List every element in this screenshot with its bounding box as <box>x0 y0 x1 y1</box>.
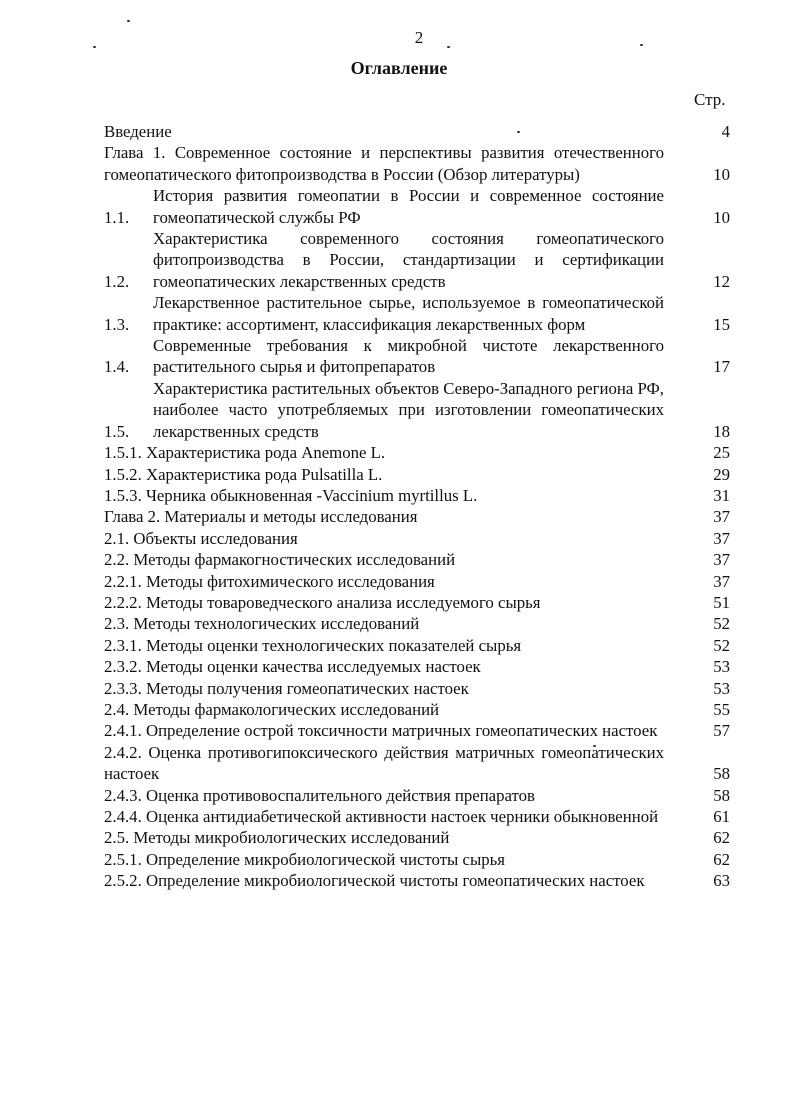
toc-entry-page: 53 <box>713 678 730 698</box>
toc-entry <box>104 549 730 570</box>
toc-entry-page: 62 <box>713 828 730 848</box>
toc-entry-title: Лекарственное растительное сырье, используемое в гомеопатической практике: ассортимент, классификация лекарственных форм <box>153 293 664 334</box>
toc-entry-number: 1.2. <box>104 271 130 291</box>
toc-entry-title: 2.3. Методы технологических исследований <box>104 614 420 634</box>
toc-entry-number: 1.3. <box>104 314 130 334</box>
toc-entry-page: 51 <box>713 592 730 612</box>
toc-entry-page: 37 <box>713 550 730 570</box>
toc-entry-title: Характеристика растительных объектов Северо-Западного региона РФ, наиболее часто употребляемых при изготовлении гомеопатических лекарственных средств <box>153 378 664 441</box>
toc-entry-page: 55 <box>713 699 730 719</box>
toc-entry-title: 2.1. Объекты исследования <box>104 528 298 548</box>
toc-entry <box>104 335 730 378</box>
toc-entry <box>104 464 730 485</box>
toc-entry-title: 2.3.1. Методы оценки технологических показателей сырья <box>104 635 522 655</box>
toc-entry <box>104 592 730 613</box>
toc-entry-title: 2.4. Методы фармакологических исследований <box>104 699 440 719</box>
toc-entry <box>104 699 730 720</box>
toc-entry <box>104 442 730 463</box>
toc-entry-title: 2.2. Методы фармакогностических исследований <box>104 550 456 570</box>
toc-entry <box>104 506 730 527</box>
toc-entry-title: 2.5. Методы микробиологических исследований <box>104 828 450 848</box>
toc-entry-title: 2.2.1. Методы фитохимического исследования <box>104 571 435 591</box>
toc-entry-page: 58 <box>713 785 730 805</box>
toc-entry-title: Современные требования к микробной чистоте лекарственного растительного сырья и фитопрепаратов <box>153 336 664 377</box>
toc-entry-page: 61 <box>713 807 730 826</box>
toc-entry-page: 37 <box>713 507 730 527</box>
toc-entry-page: 57 <box>713 721 730 741</box>
toc-entry-title: История развития гомеопатии в России и современное состояние гомеопатической службы РФ <box>153 186 664 227</box>
toc-entry-page: 4 <box>721 122 730 141</box>
toc-entry-title: 2.4.1. Определение острой токсичности матричных гомеопатических настоек <box>104 721 658 741</box>
toc-entry-page: 25 <box>713 443 730 463</box>
toc-entry-title: 2.3.3. Методы получения гомеопатических настоек <box>104 678 469 698</box>
toc-entry <box>104 849 730 870</box>
toc-entry-page: 31 <box>713 485 730 505</box>
toc-entry-title: Глава 2. Материалы и методы исследования <box>104 507 418 527</box>
toc-entry-page: 12 <box>713 271 730 291</box>
page-number: 2 <box>414 28 424 47</box>
toc-entry-title: 2.5.2. Определение микробиологической чистоты гомеопатических настоек <box>104 871 645 891</box>
table-of-contents <box>104 121 730 892</box>
toc-entry <box>104 228 730 292</box>
toc-entry <box>104 656 730 677</box>
toc-entry-page: 18 <box>713 421 730 441</box>
toc-entry <box>104 678 730 699</box>
toc-entry-page: 10 <box>713 207 730 227</box>
toc-entry-page: 37 <box>713 571 730 591</box>
toc-entry <box>104 571 730 592</box>
toc-entry-title: 2.4.3. Оценка противовоспалительного действия препаратов <box>104 785 535 805</box>
toc-entry-page: 37 <box>713 528 730 548</box>
toc-entry <box>104 635 730 656</box>
toc-entry-title: 2.2.2. Методы товароведческого анализа исследуемого сырья <box>104 592 541 612</box>
toc-entry-title: 2.4.2. Оценка противогипоксического действия матричных гомеопатических настоек <box>104 742 664 784</box>
toc-entry-page: 10 <box>713 164 730 184</box>
toc-entry-page: 15 <box>713 314 730 334</box>
toc-entry-title: 2.4.4. Оценка антидиабетической активности настоек черники обыкновенной <box>104 807 659 826</box>
toc-entry <box>104 870 730 891</box>
toc-entry-title: 2.3.2. Методы оценки качества исследуемых настоек <box>104 657 481 677</box>
toc-entry-page: 52 <box>713 635 730 655</box>
toc-entry-number: 1.4. <box>104 357 130 377</box>
toc-entry-page: 58 <box>713 764 730 784</box>
toc-entry-number: 1.1. <box>104 207 130 227</box>
toc-entry <box>104 785 730 806</box>
toc-entry <box>104 121 730 142</box>
toc-entry <box>104 742 730 785</box>
toc-entry-page: 53 <box>713 657 730 677</box>
toc-entry <box>104 613 730 634</box>
toc-entry-title: Глава 1. Современное состояние и перспективы развития отечественного гомеопатического фитопроизводства в России (Обзор литературы) <box>104 143 664 184</box>
toc-entry <box>104 378 730 442</box>
toc-entry <box>104 528 730 549</box>
toc-entry-title: 1.5.3. Черника обыкновенная -Vaccinium myrtillus L. <box>104 485 478 505</box>
page-title: Оглавление <box>350 58 448 78</box>
page-column-header: Стр. <box>694 90 726 109</box>
toc-entry-page: 17 <box>713 357 730 377</box>
toc-entry <box>104 827 730 848</box>
toc-entry-title: Введение <box>104 122 172 141</box>
toc-entry <box>104 485 730 506</box>
toc-entry <box>104 292 730 335</box>
toc-entry-title: 2.5.1. Определение микробиологической чистоты сырья <box>104 849 505 869</box>
toc-entry-title: 1.5.1. Характеристика рода Anemone L. <box>104 443 386 463</box>
toc-entry-page: 29 <box>713 464 730 484</box>
toc-entry-number: 1.5. <box>104 421 130 441</box>
toc-entry-title: Характеристика современного состояния гомеопатического фитопроизводства в России, стандартизации и сертификации гомеопатических лекарственных средств <box>153 229 664 291</box>
toc-entry-page: 63 <box>713 871 730 891</box>
toc-entry-title: 1.5.2. Характеристика рода Pulsatilla L. <box>104 464 383 484</box>
toc-entry <box>104 185 730 228</box>
toc-entry-page: 62 <box>713 849 730 869</box>
toc-entry <box>104 720 730 741</box>
toc-entry <box>104 142 730 185</box>
toc-entry-page: 52 <box>713 614 730 634</box>
toc-entry <box>104 806 730 827</box>
